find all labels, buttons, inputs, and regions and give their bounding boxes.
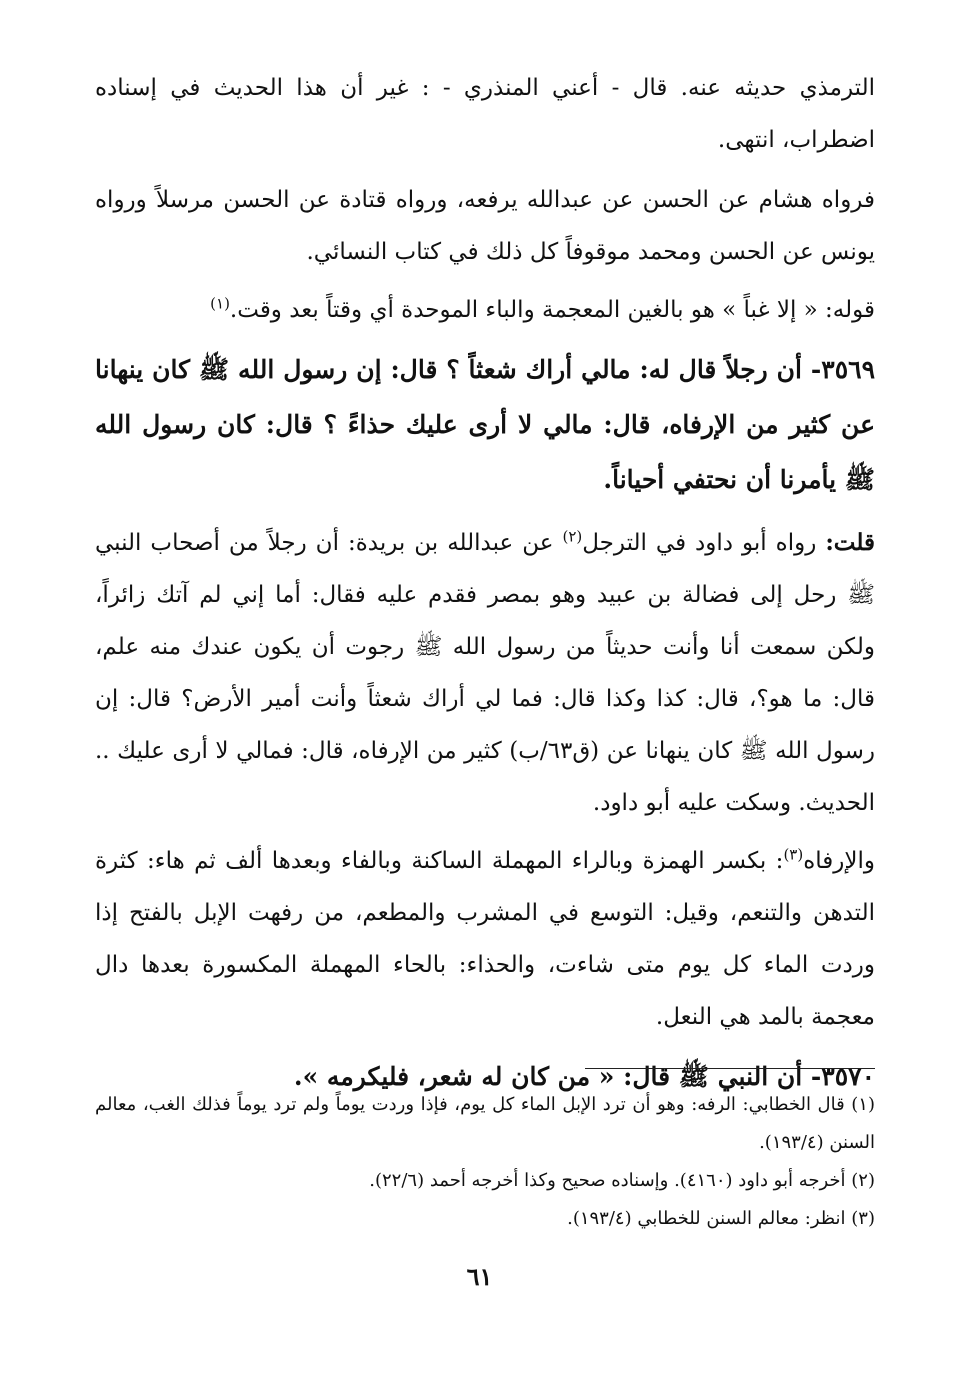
irfah-text: : بكسر الهمزة وبالراء المهملة الساكنة وبالفاء وبعدها ألف ثم هاء: كثرة التدهن والتنعم، وقيل: التوسع في المشرب والمطعم، من رفهت الإبل بالفتح إذا وردت الماء كل يوم متى شاءت، والحذاء: بالحاء المهملة المكسورة بعدها دال معجمة بالمد هي النعل. — [95, 848, 875, 1030]
qultu-label: قلت: — [825, 529, 875, 556]
qultu-text-b: عن عبدالله بن بريدة: أن رجلاً من أصحاب النبي ﷺ رحل إلى فضالة بن عبيد وهو بمصر فقدم عليه فقال: أما إني لم آتك زائراً، ولكن سمعت أنا وأنت حديثاً من رسول الله ﷺ رجوت أن يكون عندك منه علم، قال: ما هو؟، قال: كذا وكذا قال: فما لي أراك شعثاً وأنت أمير الأرض؟ قال: إن رسول الله ﷺ كان ينهانا عن (ق٦٣/ب) كثير من الإرفاه، قال: فمالي لا أرى عليك .. الحديث. وسكت عليه أبو داود. — [95, 530, 875, 816]
footnote-2: (٢) أخرجه أبو داود (٤١٦٠). وإسناده صحيح وكذا أخرجه أحمد (٢٢/٦). — [369, 1170, 875, 1191]
footnotes — [95, 1086, 875, 1238]
qultu-text-a: رواه أبو داود في الترجل — [582, 530, 826, 556]
hadith-3570: ٣٥٧٠- أن النبي ﷺ قال: « من كان له شعر، فليكرمه ». — [293, 1062, 875, 1091]
footnote-ref-3[interactable]: (٣) — [783, 845, 804, 864]
footnote-divider — [585, 1068, 875, 1069]
main-text — [95, 62, 875, 1114]
page-number: ٦١ — [466, 1262, 493, 1291]
paragraph-ghiban-text: قوله: « إلا غباً » هو بالغين المعجمة والباء الموحدة أي وقتاً بعد وقت. — [229, 297, 875, 323]
hadith-3569: ٣٥٦٩- أن رجلاً قال له: مالي أراك شعثاً ؟ قال: إن رسول الله ﷺ كان ينهانا عن كثير من الإرفاه، قال: مالي لا أرى عليك حذاءً ؟ قال: كان رسول الله ﷺ يأمرنا أن نحتفي أحياناً. — [95, 355, 875, 494]
paragraph-irfah — [95, 835, 875, 1043]
paragraph-hisham: فرواه هشام عن الحسن عن عبدالله يرفعه، ورواه قتادة عن الحسن مرسلاً ورواه يونس عن الحسن ومحمد موقوفاً كل ذلك في كتاب النسائي. — [95, 187, 875, 265]
irfah-term: والإرفاه — [803, 848, 875, 874]
paragraph-qultu — [95, 517, 875, 829]
footnote-ref-1[interactable]: (١) — [210, 294, 230, 313]
footnote-1: (١) قال الخطابي: الرفه: وهو أن ترد الإبل الماء كل يوم، فإذا وردت يوماً ولم ترد يوماً فذلك الغب، معالم السنن (١٩٣/٤). — [95, 1094, 875, 1153]
paragraph-tirmidhi: الترمذي حديثه عنه. قال - أعني المنذري - : غير أن هذا الحديث في إسناده اضطراب، انتهى. — [95, 75, 875, 153]
footnote-3: (٣) انظر: معالم السنن للخطابي (١٩٣/٤). — [567, 1208, 875, 1229]
paragraph-ghiban — [95, 284, 875, 336]
footnote-ref-2[interactable]: (٢) — [562, 527, 583, 546]
